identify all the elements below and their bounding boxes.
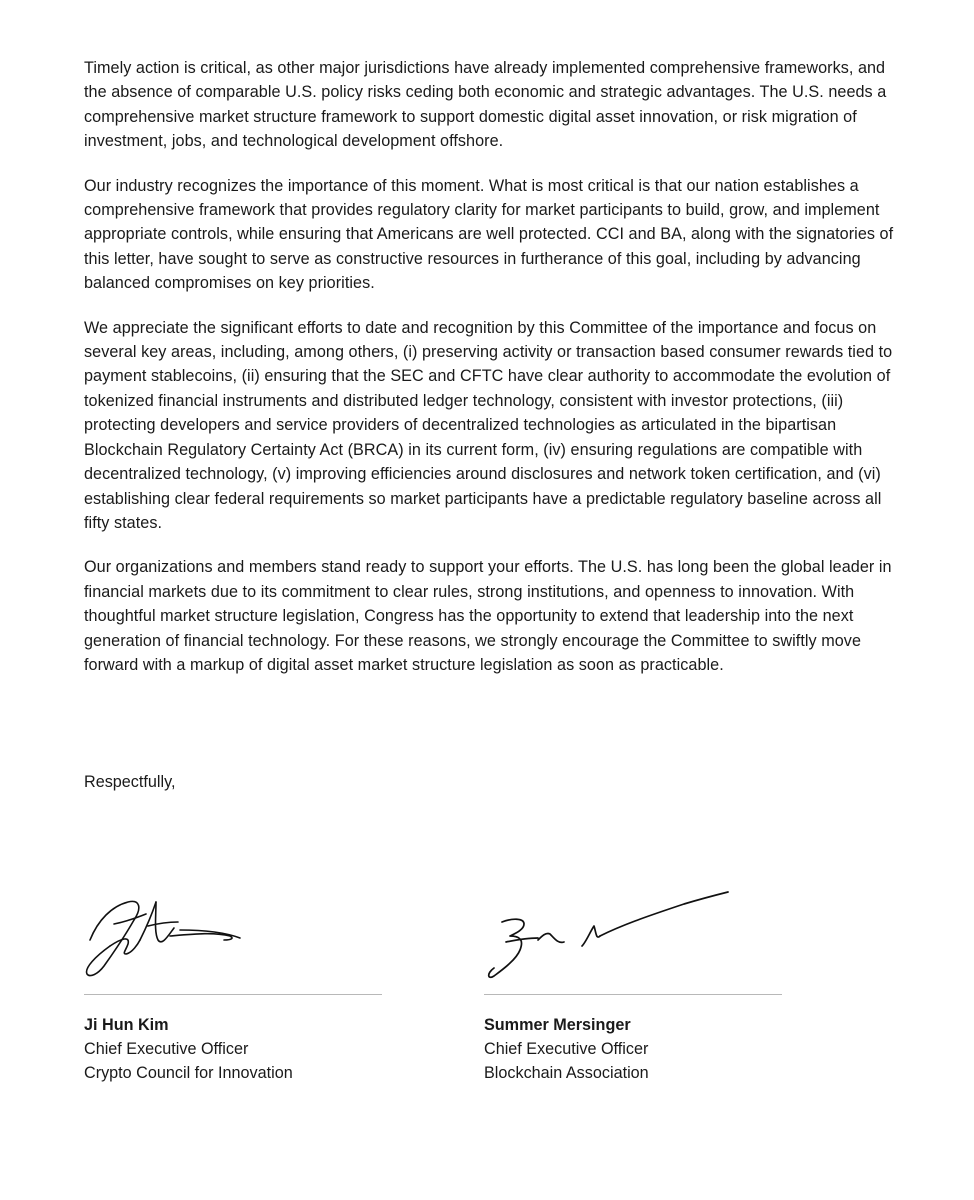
paragraph-key-areas: We appreciate the significant efforts to date and recognition by this Committee of the importance and focus on several key areas, including, among others, (i) preserving activity or transaction based consumer rewards tied to payment stablecoins, (ii) ensuring that the SEC and CFTC have clear authority to accommodate the evolution of tokenized financial instruments and distributed ledger technology, consistent with investor protections, (iii) protecting developers and service providers of decentralized technologies as articulated in the bipartisan Blockchain Regulatory Certainty Act (BRCA) in its current form, (iv) ensuring regulations are compatible with decentralized technology, (v) improving efficiencies around disclosures and network token certification, and (vi) establishing clear federal requirements so market participants have a predictable regulatory baseline across all fifty states. [84, 318, 893, 532]
paragraph-industry-recognizes: Our industry recognizes the importance of this moment. What is most critical is that our nation establishes a comprehensive framework that provides regulatory clarity for market participants to build, grow, and implement appropriate controls, while ensuring that Americans are well protected. CCI and BA, along with the signatories of this letter, have sought to serve as constructive resources in furtherance of this goal, including by advancing balanced compromises on key priorities. [84, 176, 894, 293]
closing-salutation: Respectfully, [84, 773, 176, 791]
letter-body [84, 56, 894, 697]
signer-title-left: Chief Executive Officer [84, 1040, 249, 1058]
signature-line-left [84, 994, 382, 995]
signer-name-right: Summer Mersinger [484, 1016, 631, 1034]
paragraph-timely-action: Timely action is critical, as other major jurisdictions have already implemented comprehensive frameworks, and the absence of comparable U.S. policy risks ceding both economic and strategic advantages. The U.S. needs a comprehensive market structure framework to support domestic digital asset innovation, or risk migration of investment, jobs, and technological development offshore. [84, 59, 887, 151]
signature-line-right [484, 994, 782, 995]
signature-ji-hun-kim [84, 880, 382, 990]
signature-block-right [484, 880, 782, 1085]
signer-title-right: Chief Executive Officer [484, 1040, 649, 1058]
signature-summer-mersinger [484, 880, 782, 990]
signer-organization-right: Blockchain Association [484, 1064, 649, 1082]
signature-block-left [84, 880, 382, 1085]
paragraph-ready-to-support: Our organizations and members stand ready to support your efforts. The U.S. has long been the global leader in financial markets due to its commitment to clear rules, strong institutions, and openness to innovation. With thoughtful market structure legislation, Congress has the opportunity to extend that leadership into the next generation of financial technology. For these reasons, we strongly encourage the Committee to swiftly move forward with a markup of digital asset market structure legislation as soon as practicable. [84, 558, 892, 674]
signer-organization-left: Crypto Council for Innovation [84, 1064, 293, 1082]
signer-name-left: Ji Hun Kim [84, 1016, 169, 1034]
